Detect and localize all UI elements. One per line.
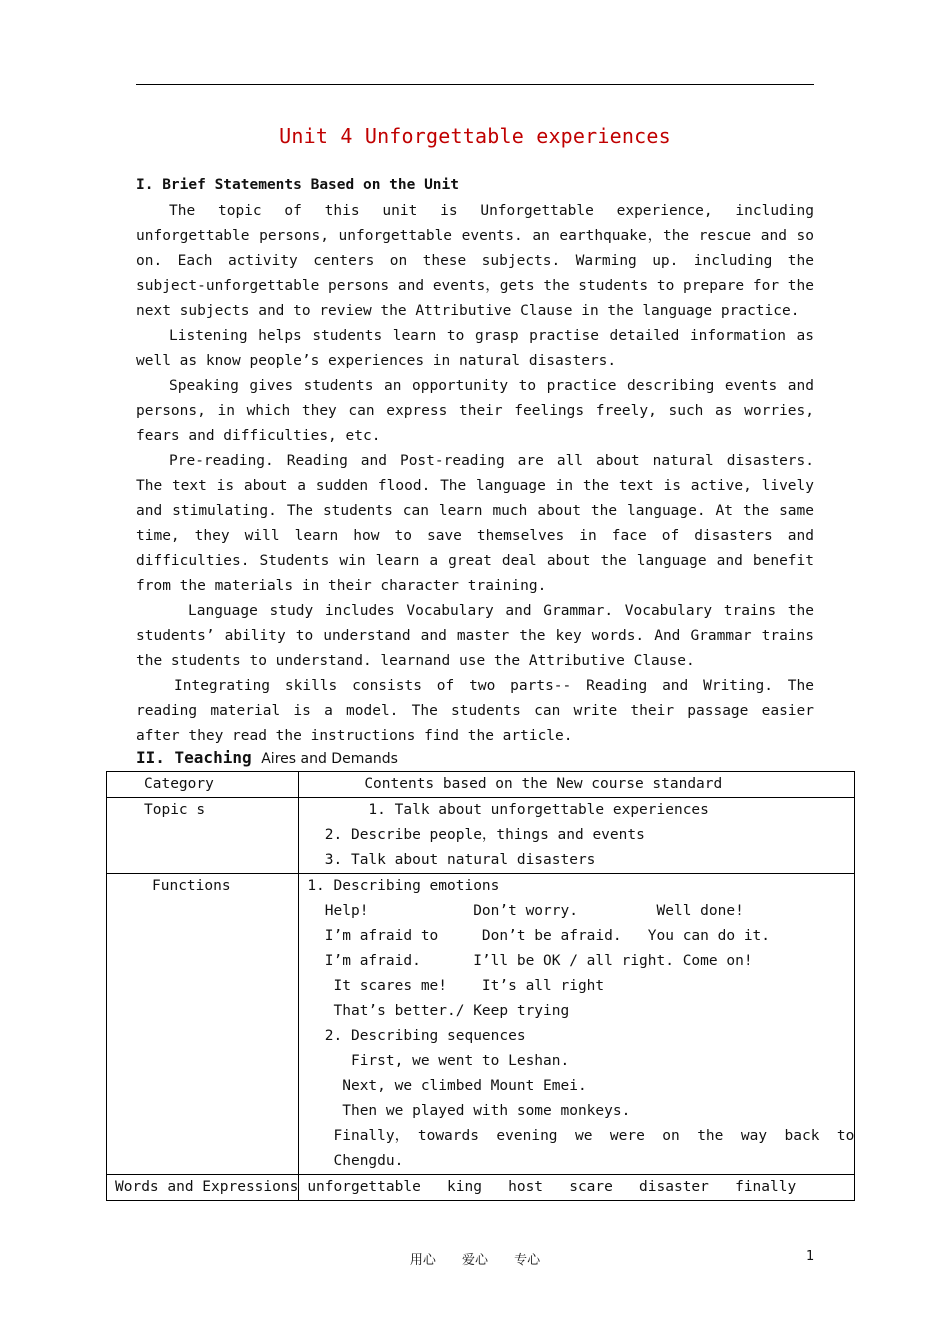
functions-label-cell — [107, 874, 299, 1175]
words-line: unforgettable king host scare disaster finally — [307, 1179, 797, 1195]
paragraph-reading: Pre-reading. Reading and Post-reading are all about natural disasters. The text is about a sudden flood. The language in the text is active, lively and stimulating. The students can learn much about the language. At the same time, they will learn how to save themselves in face of disasters and difficulties. Students win learn a great deal about the language and benefit from the materials in their character training. — [136, 453, 814, 594]
header-rule — [136, 84, 814, 85]
table-row-words — [107, 1175, 855, 1201]
header-category-cell — [107, 772, 299, 798]
page-number: 1 — [806, 1249, 815, 1264]
topics-label: Topic s — [144, 802, 206, 818]
section-2-heading-rest: Aires and Demands — [261, 751, 398, 767]
table-row-topics — [107, 798, 855, 874]
section-1-heading: I. Brief Statements Based on the Unit — [136, 177, 460, 193]
section-2-heading-bold: II. Teaching — [136, 748, 252, 767]
function-line: I’m afraid to Don’t be afraid. You can do it. — [307, 928, 771, 944]
function-line: 1. Describing emotions — [307, 878, 500, 894]
function-line: Help! Don’t worry. Well done! — [307, 903, 744, 919]
header-contents: Contents based on the New course standard — [364, 776, 723, 792]
topic-line: 3. Talk about natural disasters — [307, 852, 596, 868]
function-line: Then we played with some monkeys. — [307, 1103, 631, 1119]
topics-label-cell — [107, 798, 299, 874]
function-line: Next, we climbed Mount Emei. — [307, 1078, 587, 1094]
header-category: Category — [144, 776, 214, 792]
paragraph-language-study: Language study includes Vocabulary and Grammar. Vocabulary trains the students’ ability to understand and master the key words. And Grammar trains the students to understand. learnand use the Attributive Clause. — [136, 603, 814, 669]
topics-content-cell — [299, 798, 855, 874]
function-line: That’s better./ Keep trying — [307, 1003, 570, 1019]
document-title: Unit 4 Unforgettable experiences — [279, 124, 671, 148]
function-line: Chengdu. — [307, 1153, 404, 1169]
function-line: Finally， towards evening we were on the way back to — [307, 1128, 855, 1144]
words-label: Words and Expressions — [115, 1179, 299, 1195]
paragraph-topic: The topic of this unit is Unforgettable experience, including unforgettable persons, unforgettable events. an earthquake，the rescue and so on. Each activity centers on these subjects. Warming up. including the subject-unforgettable persons and events，gets the students to prepare for the next subjects and to review the Attributive Clause in the language practice. — [136, 203, 814, 319]
section-1-body — [136, 199, 814, 749]
teaching-aims-table — [106, 771, 855, 1201]
function-line: It scares me! It’s all right — [307, 978, 605, 994]
function-line: I’m afraid. I’ll be OK / all right. Come on! — [307, 953, 753, 969]
section-2-heading — [136, 748, 398, 767]
table-header-row — [107, 772, 855, 798]
paragraph-speaking: Speaking gives students an opportunity to practice describing events and persons, in which they can express their feelings freely, such as worries, fears and difficulties, etc. — [136, 378, 814, 444]
paragraph-listening: Listening helps students learn to grasp practise detailed information as well as know people’s experiences in natural disasters. — [136, 328, 814, 369]
function-line: 2. Describing sequences — [307, 1028, 526, 1044]
table-row-functions — [107, 874, 855, 1175]
words-content-cell — [299, 1175, 855, 1201]
functions-content-cell — [299, 874, 855, 1175]
function-line: First, we went to Leshan. — [307, 1053, 570, 1069]
footer-motto: 用心 爱心 专心 — [409, 1253, 541, 1268]
topic-line: 2. Describe people，things and events — [307, 827, 645, 843]
functions-label: Functions — [152, 878, 231, 894]
topic-line: 1. Talk about unforgettable experiences — [307, 802, 709, 818]
words-label-cell — [107, 1175, 299, 1201]
header-contents-cell — [299, 772, 855, 798]
paragraph-integrating-skills: Integrating skills consists of two parts-- Reading and Writing. The reading material is a model. The students can write their passage easier after they read the instructions find the article. — [136, 678, 814, 744]
